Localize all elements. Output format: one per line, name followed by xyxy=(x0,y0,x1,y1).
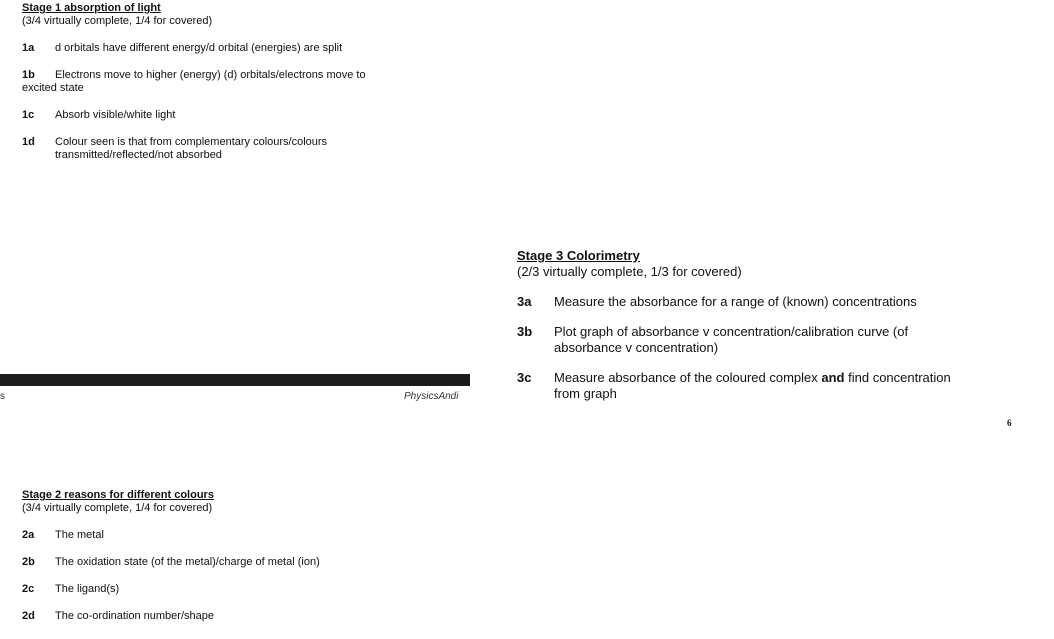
item-code: 1c xyxy=(22,109,35,121)
stage3-item-3c xyxy=(517,370,1017,402)
stage1-subheading: (3/4 virtually complete, 1/4 for covered) xyxy=(22,15,213,27)
item-text-line2: transmitted/reflected/not absorbed xyxy=(55,149,222,161)
stage2-section xyxy=(22,489,462,623)
item-text: The oxidation state (of the metal)/charge of metal (ion) xyxy=(55,556,320,568)
stage1-item-1d xyxy=(22,136,462,162)
item-text-bold: and xyxy=(821,370,845,385)
item-code: 2c xyxy=(22,583,35,595)
stage2-item-2d xyxy=(22,610,462,623)
page-number: 6 xyxy=(1007,418,1012,428)
item-text-line1: Colour seen is that from complementary colours/colours xyxy=(55,136,328,148)
item-text: d orbitals have different energy/d orbital (energies) are split xyxy=(55,42,343,54)
item-text-line1 xyxy=(554,370,1017,386)
stage2-item-2b xyxy=(22,556,462,569)
stage3-heading: Stage 3 Colorimetry xyxy=(517,248,640,263)
stage2-heading: Stage 2 reasons for different colours xyxy=(22,489,214,501)
item-text-line2: from graph xyxy=(554,386,617,401)
stage3-item-3a xyxy=(517,294,1017,310)
item-code: 2b xyxy=(22,556,35,568)
stage1-heading: Stage 1 absorption of light xyxy=(22,2,161,14)
item-code: 1b xyxy=(22,69,35,81)
item-text: Measure the absorbance for a range of (known) concentrations xyxy=(554,294,917,309)
stage3-section xyxy=(517,248,1017,402)
stage1-item-1b xyxy=(22,69,462,95)
item-code: 1d xyxy=(22,136,35,148)
item-text: The co-ordination number/shape xyxy=(55,610,214,622)
item-text-line1: Electrons move to higher (energy) (d) orbitals/electrons move to xyxy=(55,69,366,81)
item-text-before: Measure absorbance of the coloured complex xyxy=(554,370,822,385)
item-text-line2: excited state xyxy=(22,82,84,94)
item-text-line1: Plot graph of absorbance v concentration/calibration curve (of xyxy=(554,324,909,339)
item-code: 3c xyxy=(517,370,532,385)
footer-watermark: PhysicsAndi xyxy=(404,391,459,402)
stage2-item-2a xyxy=(22,529,462,542)
stage2-item-2c xyxy=(22,583,462,596)
stage1-item-1c xyxy=(22,109,462,122)
item-code: 1a xyxy=(22,42,35,54)
stage3-subheading: (2/3 virtually complete, 1/3 for covered) xyxy=(517,264,742,279)
page-break-bar xyxy=(0,374,470,386)
item-text-line2: absorbance v concentration) xyxy=(554,340,719,355)
stage1-item-1a xyxy=(22,42,462,55)
item-text-after: find concentration xyxy=(844,370,951,385)
footer-left-text: s xyxy=(0,391,5,402)
item-text: Absorb visible/white light xyxy=(55,109,176,121)
item-text: The metal xyxy=(55,529,104,541)
stage2-subheading: (3/4 virtually complete, 1/4 for covered) xyxy=(22,502,213,514)
item-text: The ligand(s) xyxy=(55,583,120,595)
item-code: 2a xyxy=(22,529,35,541)
item-code: 3a xyxy=(517,294,532,309)
stage1-section xyxy=(22,2,462,162)
item-code: 2d xyxy=(22,610,35,622)
item-code: 3b xyxy=(517,324,533,339)
stage3-item-3b xyxy=(517,324,1017,356)
